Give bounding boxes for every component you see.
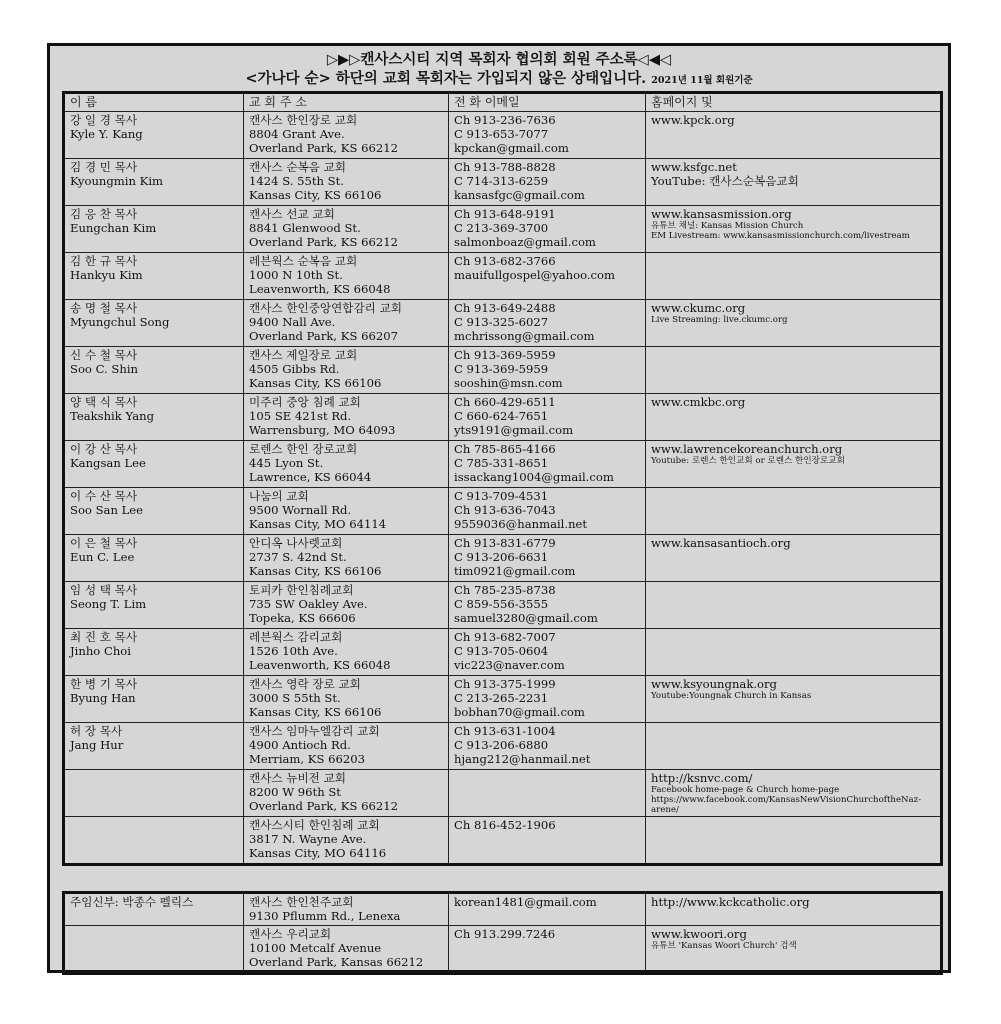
- church-address-cell-line: 캔사스 한인장로 교회: [249, 113, 358, 127]
- pastor-name-cell-line: Seong T. Lim: [70, 597, 147, 611]
- pastor-name-cell: [64, 582, 244, 629]
- church-address-cell: [244, 770, 449, 817]
- pastor-name-cell-line: 송 명 철 목사: [70, 301, 138, 315]
- homepage-cell-line: www.kpck.org: [651, 113, 735, 127]
- phone-email-cell: [449, 347, 646, 394]
- phone-email-cell-line: Ch 785-865-4166: [454, 442, 556, 456]
- table-row: [64, 206, 942, 253]
- phone-email-cell: [449, 893, 646, 926]
- phone-email-cell-line: kansasfgc@gmail.com: [454, 188, 585, 202]
- pastor-name-cell-line: Kyle Y. Kang: [70, 127, 143, 141]
- church-address-cell-line: 1526 10th Ave.: [249, 644, 338, 658]
- phone-email-cell-line: tim0921@gmail.com: [454, 564, 576, 578]
- phone-email-cell-line: Ch 913-682-3766: [454, 254, 556, 268]
- phone-email-cell-line: C 785-331-8651: [454, 456, 549, 470]
- homepage-cell: [646, 629, 942, 676]
- pastor-name-cell: [64, 347, 244, 394]
- pastor-name-cell-line: Teakshik Yang: [70, 409, 155, 423]
- church-address-cell: [244, 535, 449, 582]
- pastor-name-cell-line: 이 강 산 목사: [70, 442, 138, 456]
- homepage-cell: [646, 253, 942, 300]
- homepage-cell: [646, 441, 942, 488]
- homepage-note-line: Live Streaming: live.ckumc.org: [651, 315, 788, 325]
- pastor-name-cell-line: 최 진 호 목사: [70, 630, 138, 644]
- non-member-table: [62, 891, 943, 975]
- church-address-cell-line: 캔사스 영락 장로 교회: [249, 677, 361, 691]
- pastor-name-cell-line: 강 일 경 목사: [70, 113, 138, 127]
- homepage-cell-line: http://ksnvc.com/: [651, 771, 753, 785]
- church-address-cell-line: 안디옥 나사렛교회: [249, 536, 343, 550]
- church-address-cell-line: 105 SE 421st Rd.: [249, 409, 352, 423]
- column-header-church: 교 회 주 소: [244, 93, 449, 112]
- church-address-cell-line: 3000 S 55th St.: [249, 691, 341, 705]
- pastor-name-cell: [64, 159, 244, 206]
- church-address-cell: [244, 441, 449, 488]
- church-address-cell-line: 9400 Nall Ave.: [249, 315, 336, 329]
- phone-email-cell: [449, 535, 646, 582]
- church-address-cell-line: 캔사스 뉴비전 교회: [249, 771, 346, 785]
- church-address-cell-line: 1424 S. 55th St.: [249, 174, 344, 188]
- phone-email-cell-line: C 913-206-6880: [454, 738, 549, 752]
- pastor-directory-table: [62, 91, 943, 866]
- pastor-name-cell-line: 한 병 기 목사: [70, 677, 138, 691]
- pastor-name-cell: [64, 206, 244, 253]
- pastor-name-cell-line: Soo C. Shin: [70, 362, 138, 376]
- table-row: [64, 629, 942, 676]
- phone-email-cell-line: C 913-325-6027: [454, 315, 549, 329]
- homepage-cell: [646, 159, 942, 206]
- church-address-cell: [244, 159, 449, 206]
- church-address-cell: [244, 206, 449, 253]
- church-address-cell-line: 4505 Gibbs Rd.: [249, 362, 340, 376]
- homepage-cell: [646, 582, 942, 629]
- church-address-cell: [244, 893, 449, 926]
- church-address-cell-line: 735 SW Oakley Ave.: [249, 597, 368, 611]
- pastor-name-cell-line: 양 택 식 목사: [70, 395, 138, 409]
- church-address-cell-line: Topeka, KS 66606: [249, 611, 356, 625]
- church-address-cell-line: Overland Park, KS 66207: [249, 329, 398, 343]
- phone-email-cell-line: C 913-705-0604: [454, 644, 549, 658]
- church-address-cell: [244, 300, 449, 347]
- church-address-cell-line: Merriam, KS 66203: [249, 752, 365, 766]
- church-address-cell: [244, 676, 449, 723]
- homepage-cell: [646, 893, 942, 926]
- homepage-note-line: 유튜브 'Kansas Woori Church' 검색: [651, 941, 797, 951]
- pastor-name-cell: [64, 629, 244, 676]
- church-address-cell-line: 8841 Glenwood St.: [249, 221, 361, 235]
- phone-email-cell-line: Ch 913-631-1004: [454, 724, 556, 738]
- phone-email-cell-line: C 714-313-6259: [454, 174, 549, 188]
- phone-email-cell-line: yts9191@gmail.com: [454, 423, 574, 437]
- phone-email-cell-line: Ch 913.299.7246: [454, 927, 556, 941]
- homepage-note-line: Youtube: 로렌스 한인교회 or 로렌스 한인장로교회: [651, 456, 845, 466]
- pastor-name-cell: [64, 893, 244, 926]
- directory-subtitle: [50, 69, 948, 90]
- phone-email-cell: [449, 206, 646, 253]
- phone-email-cell-line: Ch 785-235-8738: [454, 583, 556, 597]
- table-row: [64, 676, 942, 723]
- phone-email-cell: [449, 159, 646, 206]
- phone-email-cell-line: C 213-369-3700: [454, 221, 549, 235]
- church-address-cell-line: Kansas City, MO 64116: [249, 846, 387, 860]
- homepage-cell: [646, 770, 942, 817]
- phone-email-cell-line: issackang1004@gmail.com: [454, 470, 614, 484]
- pastor-name-cell-line: Byung Han: [70, 691, 136, 705]
- phone-email-cell-line: Ch 913-636-7043: [454, 503, 556, 517]
- church-address-cell: [244, 723, 449, 770]
- church-address-cell-line: 2737 S. 42nd St.: [249, 550, 347, 564]
- phone-email-cell-line: bobhan70@gmail.com: [454, 705, 585, 719]
- pastor-name-cell-line: Jinho Choi: [70, 644, 131, 658]
- phone-email-cell-line: Ch 913-682-7007: [454, 630, 556, 644]
- church-address-cell-line: 캔사스 제일장로 교회: [249, 348, 358, 362]
- church-address-cell-line: 10100 Metcalf Avenue: [249, 941, 382, 955]
- church-address-cell-line: Overland Park, KS 66212: [249, 235, 398, 249]
- homepage-cell: [646, 926, 942, 974]
- church-address-cell: [244, 488, 449, 535]
- pastor-name-cell-line: 김 응 찬 목사: [70, 207, 138, 221]
- pastor-name-cell: [64, 488, 244, 535]
- table-row: [64, 893, 942, 926]
- church-address-cell: [244, 394, 449, 441]
- pastor-name-cell-line: Jang Hur: [70, 738, 124, 752]
- pastor-name-cell: [64, 535, 244, 582]
- phone-email-cell-line: Ch 913-648-9191: [454, 207, 556, 221]
- homepage-cell-line: www.cmkbc.org: [651, 395, 746, 409]
- church-address-cell: [244, 112, 449, 159]
- church-address-cell-line: Kansas City, KS 66106: [249, 376, 382, 390]
- table-row: [64, 394, 942, 441]
- homepage-cell: [646, 535, 942, 582]
- church-address-cell-line: 캔사스 우리교회: [249, 927, 332, 941]
- church-address-cell-line: 캔사스 임마누엘감리 교회: [249, 724, 380, 738]
- phone-email-cell: [449, 253, 646, 300]
- homepage-cell: [646, 488, 942, 535]
- church-address-cell-line: Overland Park, Kansas 66212: [249, 955, 424, 969]
- pastor-name-cell-line: 김 경 민 목사: [70, 160, 138, 174]
- column-header-name: 이 름: [64, 93, 244, 112]
- table-row: [64, 253, 942, 300]
- table-row: [64, 817, 942, 865]
- table-row: [64, 582, 942, 629]
- church-address-cell-line: 미주리 중앙 침례 교회: [249, 395, 361, 409]
- church-address-cell-line: Kansas City, KS 66106: [249, 564, 382, 578]
- phone-email-cell-line: Ch 913-236-7636: [454, 113, 556, 127]
- church-address-cell-line: Leavenworth, KS 66048: [249, 658, 391, 672]
- pastor-name-cell-line: Kyoungmin Kim: [70, 174, 164, 188]
- homepage-cell: [646, 206, 942, 253]
- phone-email-cell: [449, 629, 646, 676]
- church-address-cell: [244, 817, 449, 865]
- phone-email-cell: [449, 488, 646, 535]
- homepage-note-line: arene/: [651, 805, 679, 815]
- church-address-cell-line: Lawrence, KS 66044: [249, 470, 372, 484]
- church-address-cell-line: Overland Park, KS 66212: [249, 799, 398, 813]
- homepage-cell: [646, 112, 942, 159]
- phone-email-cell-line: C 660-624-7651: [454, 409, 549, 423]
- church-address-cell-line: 1000 N 10th St.: [249, 268, 343, 282]
- church-address-cell-line: 캔사스 순복음 교회: [249, 160, 346, 174]
- column-header-web: 홈페이지 및: [646, 93, 942, 112]
- homepage-note-line: EM Livestream: www.kansasmissionchurch.com/livestream: [651, 231, 910, 241]
- phone-email-cell: [449, 770, 646, 817]
- phone-email-cell-line: C 213-265-2231: [454, 691, 549, 705]
- homepage-cell: [646, 394, 942, 441]
- phone-email-cell-line: vic223@naver.com: [454, 658, 565, 672]
- church-address-cell-line: 9500 Wornall Rd.: [249, 503, 352, 517]
- church-address-cell-line: Kansas City, KS 66106: [249, 705, 382, 719]
- table-row: [64, 347, 942, 394]
- pastor-name-cell: [64, 112, 244, 159]
- church-address-cell-line: 캔사스시티 한인침례 교회: [249, 818, 380, 832]
- pastor-name-cell: [64, 394, 244, 441]
- phone-email-cell-line: C 913-369-5959: [454, 362, 549, 376]
- pastor-name-cell: [64, 770, 244, 817]
- pastor-name-cell-line: 이 수 산 목사: [70, 489, 138, 503]
- homepage-cell-line: http://www.kckcatholic.org: [651, 895, 810, 909]
- homepage-cell-line: www.kansasantioch.org: [651, 536, 791, 550]
- phone-email-cell-line: sooshin@msn.com: [454, 376, 563, 390]
- church-address-cell-line: 캔사스 한인중앙연합감리 교회: [249, 301, 402, 315]
- directory-frame: [47, 43, 951, 973]
- church-address-cell-line: 445 Lyon St.: [249, 456, 324, 470]
- pastor-name-cell-line: Kangsan Lee: [70, 456, 146, 470]
- subtitle-text: <가나다 순> 하단의 교회 목회자는 가입되지 않은 상태입니다.: [245, 70, 647, 87]
- phone-email-cell-line: C 913-206-6631: [454, 550, 549, 564]
- church-address-cell-line: 캔사스 선교 교회: [249, 207, 335, 221]
- church-address-cell-line: 토피카 한인침례교회: [249, 583, 354, 597]
- church-address-cell: [244, 347, 449, 394]
- church-address-cell: [244, 582, 449, 629]
- church-address-cell-line: 4900 Antioch Rd.: [249, 738, 351, 752]
- table-row: [64, 112, 942, 159]
- homepage-cell: [646, 723, 942, 770]
- phone-email-cell: [449, 300, 646, 347]
- church-address-cell-line: 로렌스 한인 장로교회: [249, 442, 358, 456]
- phone-email-cell: [449, 582, 646, 629]
- church-address-cell: [244, 629, 449, 676]
- church-address-cell-line: 9130 Pflumm Rd., Lenexa: [249, 909, 401, 923]
- homepage-cell-line: www.ksfgc.net: [651, 160, 737, 174]
- pastor-name-cell: [64, 300, 244, 347]
- pastor-name-cell: [64, 817, 244, 865]
- membership-date-note: 2021년 11월 회원기준: [651, 75, 753, 86]
- pastor-name-cell: [64, 676, 244, 723]
- phone-email-cell: [449, 723, 646, 770]
- church-address-cell-line: 나눔의 교회: [249, 489, 309, 503]
- table-row: [64, 300, 942, 347]
- phone-email-cell-line: korean1481@gmail.com: [454, 895, 597, 909]
- table-row: [64, 535, 942, 582]
- church-address-cell-line: 8804 Grant Ave.: [249, 127, 345, 141]
- pastor-name-cell-line: 임 성 택 목사: [70, 583, 138, 597]
- homepage-cell: [646, 817, 942, 865]
- phone-email-cell: [449, 112, 646, 159]
- pastor-name-cell-line: 김 한 규 목사: [70, 254, 138, 268]
- church-address-cell-line: Overland Park, KS 66212: [249, 141, 398, 155]
- pastor-name-cell: [64, 441, 244, 488]
- pastor-name-cell: [64, 723, 244, 770]
- church-address-cell-line: Leavenworth, KS 66048: [249, 282, 391, 296]
- church-address-cell-line: Warrensburg, MO 64093: [249, 423, 396, 437]
- phone-email-cell: [449, 394, 646, 441]
- phone-email-cell-line: Ch 913-375-1999: [454, 677, 556, 691]
- church-address-cell-line: 레븐웍스 감리교회: [249, 630, 343, 644]
- homepage-note-line: https://www.facebook.com/KansasNewVisionChurchoftheNaz-: [651, 795, 922, 805]
- pastor-name-cell: [64, 253, 244, 300]
- homepage-cell: [646, 676, 942, 723]
- directory-header: [50, 50, 948, 90]
- homepage-note-line: Youtube:Youngnak Church in Kansas: [651, 691, 812, 701]
- pastor-name-cell-line: Soo San Lee: [70, 503, 144, 517]
- phone-email-cell-line: Ch 660-429-6511: [454, 395, 556, 409]
- phone-email-cell-line: C 913-653-7077: [454, 127, 549, 141]
- homepage-cell-line: www.kwoori.org: [651, 927, 747, 941]
- homepage-cell-line: YouTube: 캔사스순복음교회: [651, 174, 799, 188]
- pastor-name-cell: [64, 926, 244, 974]
- phone-email-cell-line: Ch 913-649-2488: [454, 301, 556, 315]
- pastor-name-cell-line: Myungchul Song: [70, 315, 170, 329]
- phone-email-cell-line: hjang212@hanmail.net: [454, 752, 591, 766]
- phone-email-cell: [449, 441, 646, 488]
- homepage-cell-line: www.kansasmission.org: [651, 207, 792, 221]
- table-row: [64, 159, 942, 206]
- phone-email-cell-line: Ch 913-369-5959: [454, 348, 556, 362]
- pastor-name-cell-line: 허 장 목사: [70, 724, 123, 738]
- homepage-note-line: Facebook home-page & Church home-page: [651, 785, 840, 795]
- homepage-note-line: 유튜브 채널: Kansas Mission Church: [651, 221, 804, 231]
- phone-email-cell-line: mauifullgospel@yahoo.com: [454, 268, 616, 282]
- phone-email-cell-line: mchrissong@gmail.com: [454, 329, 595, 343]
- homepage-cell: [646, 347, 942, 394]
- pastor-name-cell-line: Hankyu Kim: [70, 268, 143, 282]
- column-header-contact: 전 화 이메일: [449, 93, 646, 112]
- phone-email-cell-line: C 913-709-4531: [454, 489, 549, 503]
- homepage-cell: [646, 300, 942, 347]
- pastor-name-cell-line: Eungchan Kim: [70, 221, 157, 235]
- phone-email-cell-line: C 859-556-3555: [454, 597, 549, 611]
- pastor-name-cell-line: 신 수 철 목사: [70, 348, 138, 362]
- church-address-cell: [244, 926, 449, 974]
- phone-email-cell: [449, 676, 646, 723]
- table-row: [64, 441, 942, 488]
- phone-email-cell-line: Ch 913-831-6779: [454, 536, 556, 550]
- church-address-cell-line: Kansas City, MO 64114: [249, 517, 387, 531]
- phone-email-cell-line: Ch 913-788-8828: [454, 160, 556, 174]
- table-row: [64, 488, 942, 535]
- phone-email-cell: [449, 926, 646, 974]
- table-header-row: [64, 93, 942, 112]
- phone-email-cell: [449, 817, 646, 865]
- church-address-cell-line: 레븐웍스 순복음 교회: [249, 254, 358, 268]
- table-row: [64, 723, 942, 770]
- church-address-cell-line: Kansas City, KS 66106: [249, 188, 382, 202]
- phone-email-cell-line: samuel3280@gmail.com: [454, 611, 598, 625]
- homepage-cell-line: www.ksyoungnak.org: [651, 677, 777, 691]
- table-row: [64, 926, 942, 974]
- phone-email-cell-line: kpckan@gmail.com: [454, 141, 569, 155]
- homepage-cell-line: www.lawrencekoreanchurch.org: [651, 442, 843, 456]
- pastor-name-cell-line: 이 은 철 목사: [70, 536, 138, 550]
- phone-email-cell-line: 9559036@hanmail.net: [454, 517, 588, 531]
- homepage-cell-line: www.ckumc.org: [651, 301, 746, 315]
- church-address-cell-line: 3817 N. Wayne Ave.: [249, 832, 367, 846]
- phone-email-cell-line: salmonboaz@gmail.com: [454, 235, 596, 249]
- pastor-name-cell-line: 주임신부: 박종수 펠릭스: [70, 895, 194, 909]
- table-row: [64, 770, 942, 817]
- church-address-cell: [244, 253, 449, 300]
- pastor-name-cell-line: Eun C. Lee: [70, 550, 135, 564]
- phone-email-cell-line: Ch 816-452-1906: [454, 818, 556, 832]
- church-address-cell-line: 캔사스 한인천주교회: [249, 895, 354, 909]
- directory-title: ▷▶▷캔사스시티 지역 목회자 협의회 회원 주소록◁◀◁: [326, 51, 672, 68]
- church-address-cell-line: 8200 W 96th St: [249, 785, 341, 799]
